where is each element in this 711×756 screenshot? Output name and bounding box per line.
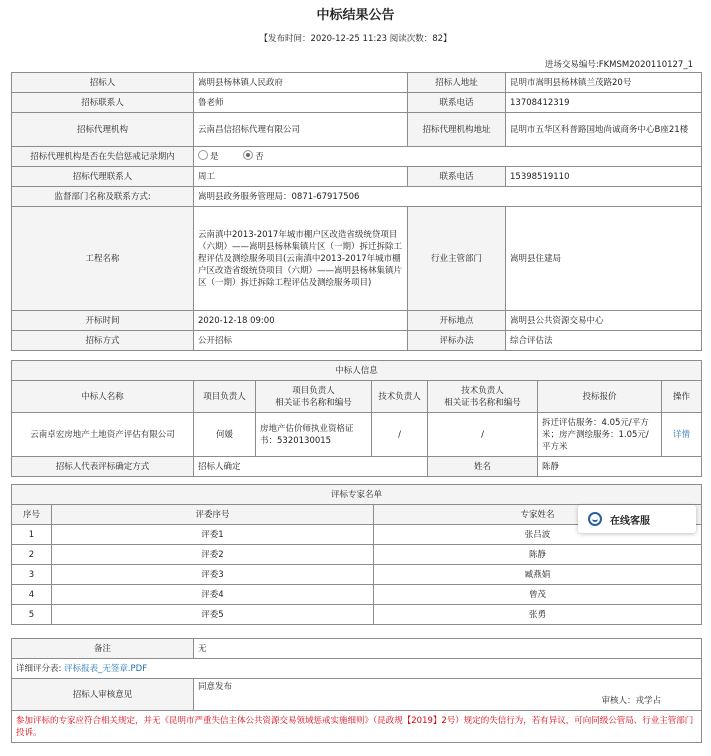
project-label: 工程名称 xyxy=(12,207,194,311)
winner-header-pm-cert: 项目负责人 相关证书名称和编号 xyxy=(256,381,372,413)
expert-header-role: 评委序号 xyxy=(52,505,374,525)
credit-no-label: 否 xyxy=(255,152,264,162)
winner-price: 拆迁评估服务：4.05元/平方米；房产测绘服务：1.05元/平方米 xyxy=(538,413,662,457)
expert-no: 1 xyxy=(12,525,52,545)
method-value: 公开招标 xyxy=(194,331,408,351)
eval-label: 评标办法 xyxy=(408,331,506,351)
expert-role: 评委1 xyxy=(52,525,374,545)
online-service-label: 在线客服 xyxy=(610,516,650,527)
rep-value: 招标人确定 xyxy=(194,457,428,477)
agency-contact-label: 招标代理联系人 xyxy=(12,167,194,187)
rep-label: 招标人代表评标确定方式 xyxy=(12,457,194,477)
open-time-value: 2020-12-18 09:00 xyxy=(194,311,408,331)
review-value: 同意发布 xyxy=(198,682,233,692)
trade-code: 进场交易编号:FKMSM2020110127_1 xyxy=(544,60,693,70)
phone-value: 13708412319 xyxy=(506,93,702,113)
winner-header-name: 中标人名称 xyxy=(12,381,194,413)
zb-contact-label: 招标联系人 xyxy=(12,93,194,113)
info-table xyxy=(11,72,702,351)
expert-section-title: 评标专家名单 xyxy=(12,485,702,505)
remark-value: 无 xyxy=(194,639,702,659)
footer-table xyxy=(11,638,702,743)
review-cell xyxy=(194,679,702,711)
winner-header-tech: 技术负责人 xyxy=(372,381,428,413)
zbr-label: 招标人 xyxy=(12,73,194,93)
winner-table xyxy=(11,360,702,477)
winner-name: 云南卓宏房地产土地资产评估有限公司 xyxy=(12,413,194,457)
zbr-value: 嵩明县杨林镇人民政府 xyxy=(194,73,408,93)
method-label: 招标方式 xyxy=(12,331,194,351)
industry-label: 行业主管部门 xyxy=(408,207,506,311)
industry-value: 嵩明县住建局 xyxy=(506,207,702,311)
zbr-addr-value: 昆明市嵩明县杨林镇兰茂路20号 xyxy=(506,73,702,93)
credit-radio-group xyxy=(194,147,702,167)
expert-name: 曾茂 xyxy=(374,585,702,605)
table-row xyxy=(12,605,702,625)
winner-header-action: 操作 xyxy=(662,381,702,413)
credit-label: 招标代理机构是否在失信惩戒记录期内 xyxy=(12,147,194,167)
agency-addr-label: 招标代理机构地址 xyxy=(408,113,506,147)
rep-name-value: 陈静 xyxy=(538,457,702,477)
expert-name: 臧燕娟 xyxy=(374,565,702,585)
detail-pdf-link[interactable]: 评标报表_无签章.PDF xyxy=(64,663,148,674)
expert-role: 评委4 xyxy=(52,585,374,605)
expert-role: 评委5 xyxy=(52,605,374,625)
reviewer: 审核人：戎学占 xyxy=(601,696,661,706)
phone-label: 联系电话 xyxy=(408,93,506,113)
expert-name: 张吕波 xyxy=(374,525,702,545)
table-row xyxy=(12,565,702,585)
winner-header-price: 投标报价 xyxy=(538,381,662,413)
expert-name: 陈静 xyxy=(374,545,702,565)
expert-no: 5 xyxy=(12,605,52,625)
agency-label: 招标代理机构 xyxy=(12,113,194,147)
winner-tech-cert: / xyxy=(428,413,538,457)
winner-pm: 何媛 xyxy=(194,413,256,457)
winner-tech: / xyxy=(372,413,428,457)
table-row xyxy=(12,585,702,605)
winner-detail-link[interactable]: 详情 xyxy=(662,413,702,457)
agency-value: 云南昌信招标代理有限公司 xyxy=(194,113,408,147)
supervise-label: 监督部门名称及联系方式: xyxy=(12,187,194,207)
credit-no-radio[interactable] xyxy=(243,150,253,160)
detail-label: 详细评分表: xyxy=(16,663,62,674)
publish-meta: 【发布时间：2020-12-25 11:23 阅读次数：82】 xyxy=(259,34,452,44)
open-place-label: 开标地点 xyxy=(408,311,506,331)
expert-no: 4 xyxy=(12,585,52,605)
agency-contact-value: 周工 xyxy=(194,167,408,187)
page-title: 中标结果公告 xyxy=(316,8,395,23)
expert-no: 2 xyxy=(12,545,52,565)
phone2-value: 15398519110 xyxy=(506,167,702,187)
winner-header-tech-cert: 技术负责人 相关证书名称和编号 xyxy=(428,381,538,413)
table-row xyxy=(12,545,702,565)
project-value: 云南滇中2013-2017年城市棚户区改造省级统贷项目（六期）——嵩明县杨林集镇片区（一期）拆迁拆除工程评估及测绘服务项目(云南滇中2013-2017年城市棚户区改造省级统贷项目（六期）——嵩明县杨林集镇片区（一期）拆迁拆除工程评估及测绘服务项目) xyxy=(194,207,408,311)
winner-header-pm: 项目负责人 xyxy=(194,381,256,413)
eval-value: 综合评估法 xyxy=(506,331,702,351)
expert-name: 张勇 xyxy=(374,605,702,625)
supervise-value: 嵩明县政务服务管理局：0871-67917506 xyxy=(194,187,702,207)
winner-section-title: 中标人信息 xyxy=(12,361,702,381)
open-time-label: 开标时间 xyxy=(12,311,194,331)
open-place-value: 嵩明县公共资源交易中心 xyxy=(506,311,702,331)
expert-role: 评委3 xyxy=(52,565,374,585)
winner-pm-cert: 房地产估价师执业资格证书：5320130015 xyxy=(256,413,372,457)
expert-role: 评委2 xyxy=(52,545,374,565)
detail-row xyxy=(12,659,702,679)
credit-yes-radio[interactable] xyxy=(198,150,208,160)
phone2-label: 联系电话 xyxy=(408,167,506,187)
remark-label: 备注 xyxy=(12,639,194,659)
customer-service-icon xyxy=(588,512,602,526)
expert-no: 3 xyxy=(12,565,52,585)
expert-header-no: 序号 xyxy=(12,505,52,525)
online-service-button[interactable] xyxy=(578,505,696,533)
zbr-addr-label: 招标人地址 xyxy=(408,73,506,93)
agency-addr-value: 昆明市五华区科普路国地尚诚商务中心B座21楼 xyxy=(506,113,702,147)
credit-yes-label: 是 xyxy=(210,152,219,162)
notice-text: 参加评标的专家应符合相关规定，并无《昆明市严重失信主体公共资源交易领域惩戒实施细则》（昆政规【2019】2号）规定的失信行为，若有异议，可向同级公管局、行业主管部门投诉。 xyxy=(12,711,702,743)
rep-name-label: 姓名 xyxy=(428,457,538,477)
expert-header-name: 专家姓名 xyxy=(374,505,702,525)
review-label: 招标人审核意见 xyxy=(12,679,194,711)
zb-contact-value: 鲁老师 xyxy=(194,93,408,113)
